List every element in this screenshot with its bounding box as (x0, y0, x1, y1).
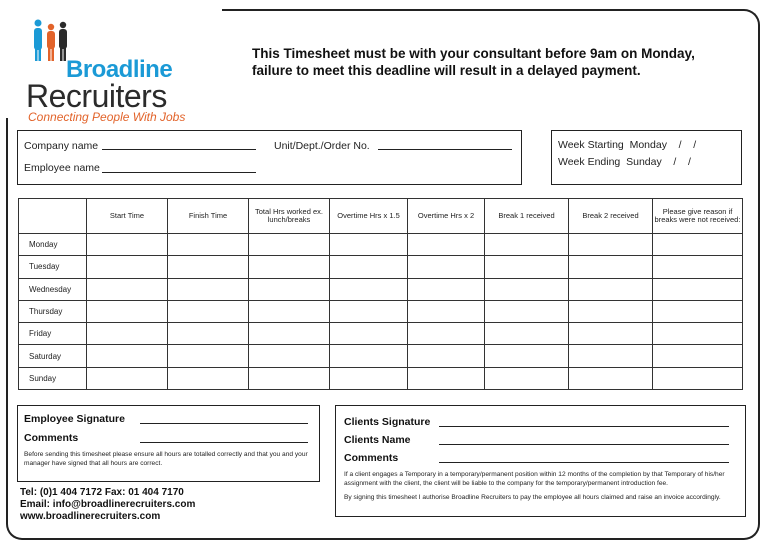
header-break-reason: Please give reason if breaks were not received: (653, 199, 743, 234)
table-row (19, 256, 743, 278)
table-row (19, 234, 743, 256)
client-liability-note: If a client engages a Temporary in a temporary/permanent position within 12 months of the completion by that Temporary of his/her assignment with the client, the client will be liable to the company for the temporary/permanent introduction fee. (344, 471, 725, 487)
table-cell[interactable] (653, 367, 743, 389)
table-cell[interactable] (168, 278, 249, 300)
logo-wordmark-broadline: Broadline (66, 56, 173, 83)
table-cell[interactable] (653, 278, 743, 300)
table-cell[interactable] (485, 234, 569, 256)
employee-note: Before sending this timesheet please ensure all hours are totalled correctly and that you and your manager have signed that all hours are correct. (24, 451, 308, 467)
header-start-time: Start Time (87, 199, 168, 234)
employee-name-label: Employee name (24, 162, 100, 174)
header-overtime-1-5: Overtime Hrs x 1.5 (330, 199, 408, 234)
table-cell[interactable] (485, 278, 569, 300)
unit-dept-order-field[interactable] (378, 149, 512, 150)
week-starting-field[interactable]: Week Starting Monday / / (558, 139, 697, 151)
client-comments-field[interactable] (439, 462, 729, 463)
header-cell (19, 199, 87, 234)
day-label: Saturday (19, 345, 87, 367)
table-cell[interactable] (330, 367, 408, 389)
form-frame-top (222, 9, 760, 29)
table-cell[interactable] (485, 256, 569, 278)
table-cell[interactable] (87, 323, 168, 345)
table-cell[interactable] (87, 367, 168, 389)
company-logo (26, 16, 196, 124)
contact-email[interactable]: Email: info@broadlinerecruiters.com (20, 499, 196, 510)
table-cell[interactable] (653, 256, 743, 278)
table-row (19, 323, 743, 345)
header-overtime-2: Overtime Hrs x 2 (408, 199, 485, 234)
table-cell[interactable] (330, 323, 408, 345)
table-cell[interactable] (408, 323, 485, 345)
table-row (19, 278, 743, 300)
day-label: Monday (19, 234, 87, 256)
deadline-notice (252, 45, 742, 79)
table-cell[interactable] (485, 300, 569, 322)
deadline-notice-line2: failure to meet this deadline will result in a delayed payment. (252, 63, 641, 78)
table-cell[interactable] (168, 300, 249, 322)
table-cell[interactable] (168, 234, 249, 256)
table-cell[interactable] (249, 323, 330, 345)
table-cell[interactable] (87, 256, 168, 278)
table-cell[interactable] (330, 278, 408, 300)
company-details-box (17, 130, 522, 185)
timesheet-table (18, 198, 743, 390)
table-cell[interactable] (87, 234, 168, 256)
contact-details (20, 487, 195, 523)
table-cell[interactable] (249, 300, 330, 322)
table-cell[interactable] (569, 367, 653, 389)
table-row (19, 300, 743, 322)
form-frame-right (758, 28, 760, 120)
client-signature-field[interactable] (439, 426, 729, 427)
table-cell[interactable] (249, 345, 330, 367)
table-cell[interactable] (249, 234, 330, 256)
table-cell[interactable] (569, 256, 653, 278)
employee-signature-field[interactable] (140, 423, 308, 424)
client-signature-label: Clients Signature (344, 416, 431, 428)
day-label: Tuesday (19, 256, 87, 278)
table-cell[interactable] (408, 367, 485, 389)
table-cell[interactable] (569, 345, 653, 367)
table-cell[interactable] (485, 323, 569, 345)
header-break-2: Break 2 received (569, 199, 653, 234)
table-cell[interactable] (87, 300, 168, 322)
table-cell[interactable] (87, 278, 168, 300)
table-cell[interactable] (87, 345, 168, 367)
employee-signature-label: Employee Signature (24, 413, 125, 425)
table-cell[interactable] (569, 234, 653, 256)
table-cell[interactable] (168, 256, 249, 278)
table-cell[interactable] (330, 345, 408, 367)
contact-phone-fax: Tel: (0)1 404 7172 Fax: 01 404 7170 (20, 487, 184, 498)
header-total-hrs: Total Hrs worked ex. lunch/breaks (249, 199, 330, 234)
employee-comments-field[interactable] (140, 442, 308, 443)
week-dates-box (551, 130, 742, 185)
table-cell[interactable] (569, 300, 653, 322)
table-cell[interactable] (249, 367, 330, 389)
deadline-notice-line1: This Timesheet must be with your consultant before 9am on Monday, (252, 46, 695, 61)
table-cell[interactable] (408, 256, 485, 278)
table-cell[interactable] (330, 300, 408, 322)
table-cell[interactable] (408, 300, 485, 322)
table-row (19, 345, 743, 367)
table-cell[interactable] (408, 345, 485, 367)
contact-website[interactable]: www.broadlinerecruiters.com (20, 511, 161, 522)
table-cell[interactable] (408, 278, 485, 300)
table-cell[interactable] (485, 367, 569, 389)
day-label: Friday (19, 323, 87, 345)
unit-dept-order-label: Unit/Dept./Order No. (274, 140, 370, 152)
client-comments-label: Comments (344, 452, 399, 464)
company-name-label: Company name (24, 140, 99, 152)
week-ending-field[interactable]: Week Ending Sunday / / (558, 156, 691, 168)
client-name-label: Clients Name (344, 434, 411, 446)
table-header-row (19, 199, 743, 234)
table-cell[interactable] (485, 345, 569, 367)
table-cell[interactable] (168, 323, 249, 345)
table-cell[interactable] (653, 300, 743, 322)
header-finish-time: Finish Time (168, 199, 249, 234)
day-label: Wednesday (19, 278, 87, 300)
logo-tagline: Connecting People With Jobs (28, 110, 186, 124)
table-cell[interactable] (249, 278, 330, 300)
table-cell[interactable] (408, 234, 485, 256)
client-signature-box (335, 405, 746, 517)
client-name-field[interactable] (439, 444, 729, 445)
client-authorisation-note: By signing this timesheet I authorise Broadline Recruiters to pay the employee all hours claimed and raise an invoice accordingly. (344, 494, 721, 501)
employee-name-field[interactable] (102, 172, 256, 173)
table-cell[interactable] (168, 367, 249, 389)
table-cell[interactable] (653, 234, 743, 256)
table-cell[interactable] (249, 256, 330, 278)
table-cell[interactable] (168, 345, 249, 367)
employee-comments-label: Comments (24, 432, 79, 444)
table-row (19, 367, 743, 389)
table-cell[interactable] (330, 256, 408, 278)
day-label: Thursday (19, 300, 87, 322)
table-cell[interactable] (569, 278, 653, 300)
logo-wordmark-recruiters: Recruiters (26, 78, 167, 114)
employee-signature-box (17, 405, 320, 482)
day-label: Sunday (19, 367, 87, 389)
table-cell[interactable] (653, 323, 743, 345)
table-cell[interactable] (653, 345, 743, 367)
header-break-1: Break 1 received (485, 199, 569, 234)
company-name-field[interactable] (102, 149, 256, 150)
table-cell[interactable] (330, 234, 408, 256)
table-cell[interactable] (569, 323, 653, 345)
